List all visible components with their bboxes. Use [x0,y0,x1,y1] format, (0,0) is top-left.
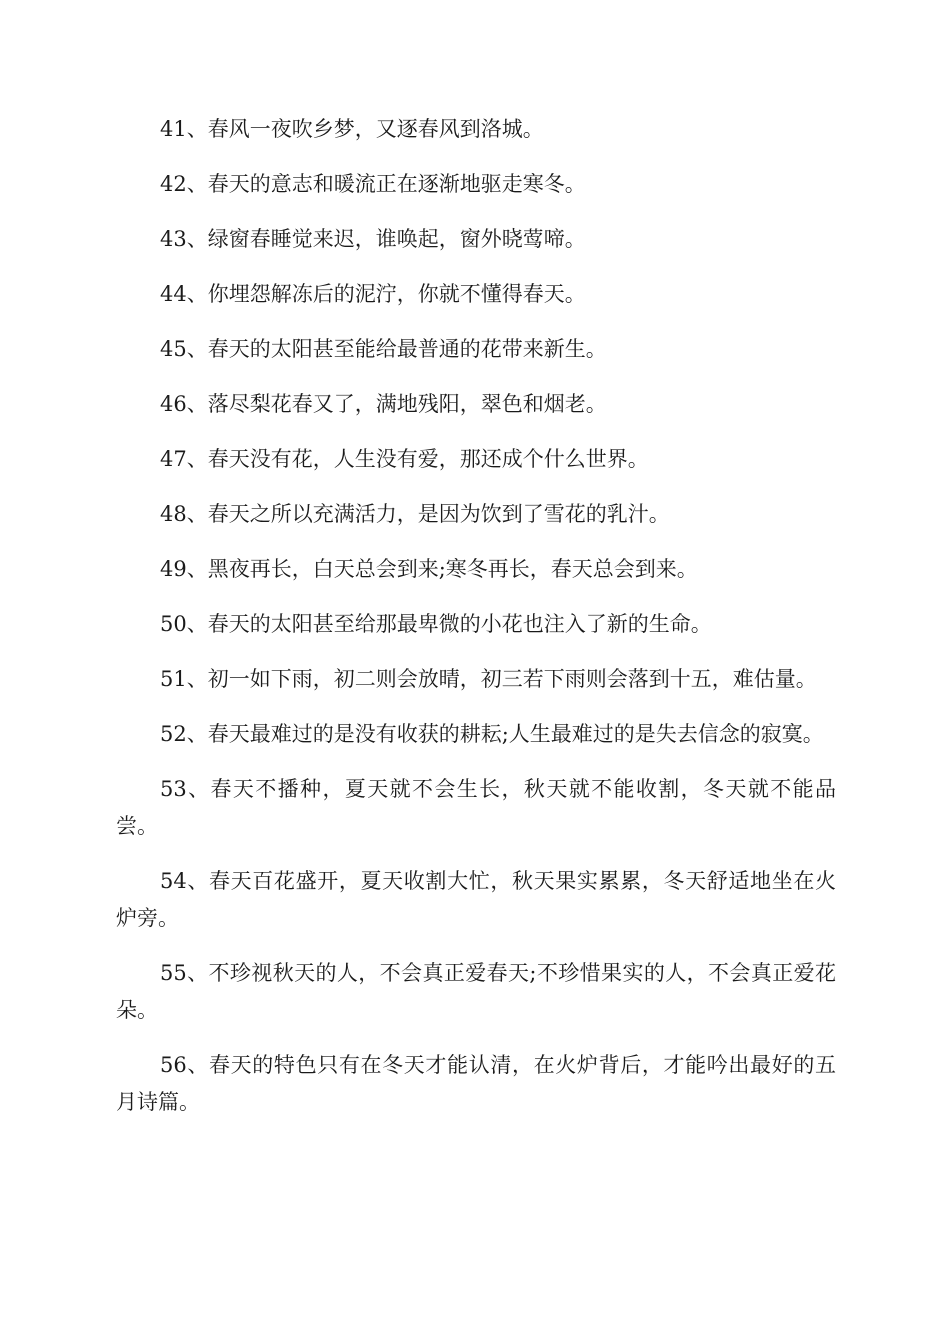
paragraph-45: 45、春天的太阳甚至能给最普通的花带来新生。 [160,337,607,361]
paragraph-51: 51、初一如下雨，初二则会放晴，初三若下雨则会落到十五，难估量。 [160,667,817,691]
paragraph-50: 50、春天的太阳甚至给那最卑微的小花也注入了新的生命。 [160,612,712,636]
paragraph-48: 48、春天之所以充满活力，是因为饮到了雪花的乳汁。 [160,502,670,526]
paragraph-43: 43、绿窗春睡觉来迟，谁唤起，窗外晓莺啼。 [160,227,586,251]
paragraph-49: 49、黑夜再长，白天总会到来;寒冬再长，春天总会到来。 [160,557,698,581]
paragraph-41: 41、春风一夜吹乡梦，又逐春风到洛城。 [160,117,544,141]
document-body [116,111,836,1139]
paragraph-53: 53、春天不播种，夏天就不会生长，秋天就不能收割，冬天就不能品尝。 [116,777,836,838]
paragraph-44: 44、你埋怨解冻后的泥泞，你就不懂得春天。 [160,282,586,306]
paragraph-56: 56、春天的特色只有在冬天才能认清，在火炉背后，才能吟出最好的五月诗篇。 [116,1053,836,1114]
paragraph-47: 47、春天没有花，人生没有爱，那还成个什么世界。 [160,447,649,471]
paragraph-54: 54、春天百花盛开，夏天收割大忙，秋天果实累累，冬天舒适地坐在火炉旁。 [116,869,836,930]
paragraph-46: 46、落尽梨花春又了，满地残阳，翠色和烟老。 [160,392,607,416]
paragraph-42: 42、春天的意志和暖流正在逐渐地驱走寒冬。 [160,172,586,196]
paragraph-55: 55、不珍视秋天的人，不会真正爱春天;不珍惜果实的人，不会真正爱花朵。 [116,961,836,1022]
paragraph-52: 52、春天最难过的是没有收获的耕耘;人生最难过的是失去信念的寂寞。 [160,722,824,746]
